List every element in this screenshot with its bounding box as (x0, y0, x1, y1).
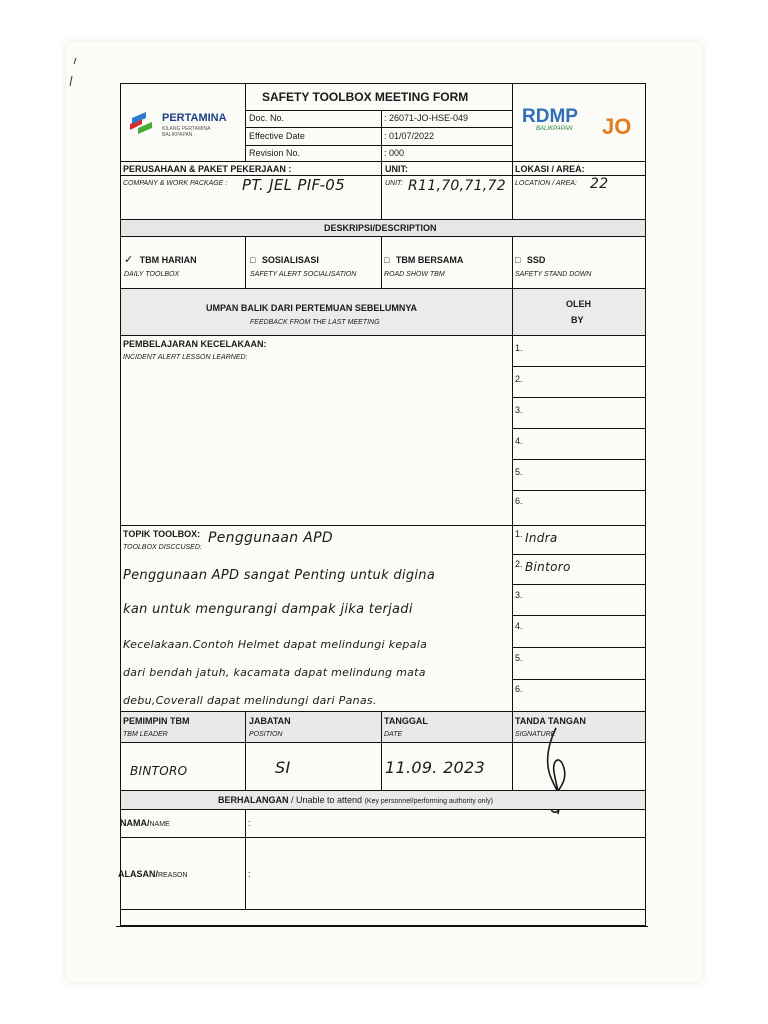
lesson-number: 1. (515, 343, 523, 353)
description-heading: DESKRIPSI/DESCRIPTION (324, 223, 437, 233)
checkbox-checked-icon[interactable]: ✓ (124, 254, 134, 266)
name-label-en: NAME (149, 821, 170, 828)
stray-pen-mark (66, 56, 80, 92)
by-label: OLEH (566, 299, 592, 309)
topic-line[interactable]: kan untuk mengurangi dampak jika terjadi (123, 602, 413, 617)
rdmp-logo-sub: BALIKPAPAN (536, 126, 573, 132)
participant-name[interactable]: Bintoro (525, 560, 571, 574)
lesson-number: 3. (515, 405, 523, 415)
reason-colon: : (248, 869, 251, 879)
lessons-label-en: INCIDENT ALERT LESSON LEARNED: (123, 354, 248, 361)
doc-no-value: : 26071-JO-HSE-049 (384, 113, 469, 123)
reason-input[interactable] (252, 842, 642, 904)
participant-number: 3. (515, 590, 523, 600)
rdmp-logo-jo: JO (602, 114, 632, 139)
name-label (120, 818, 170, 828)
option-label-en: ROAD SHOW TBM (384, 271, 445, 278)
rdmp-logo-main: RDMP (522, 106, 578, 127)
topic-line[interactable]: debu,Coverall dapat melindungi dari Panas. (123, 694, 377, 707)
leader-label-en: TBM LEADER (123, 731, 168, 738)
revision-value: : 000 (384, 148, 405, 158)
date-value[interactable]: 11.09. 2023 (385, 758, 485, 777)
lesson-number: 4. (515, 436, 523, 446)
checkbox-icon[interactable]: □ (515, 255, 521, 265)
company-sub-2: BALIKPAPAN (162, 132, 193, 138)
option-label-en: DAILY TOOLBOX (124, 271, 180, 278)
option-label: TBM BERSAMA (395, 255, 464, 265)
option-label: SOSIALISASI (261, 255, 319, 265)
absence-heading-bold: BERHALANGAN (218, 795, 289, 805)
lesson-number: 5. (515, 467, 523, 477)
location-value[interactable]: 22 (590, 176, 609, 192)
option-tbm-harian[interactable] (124, 250, 197, 278)
unit-label: UNIT: (385, 164, 408, 174)
topic-value[interactable]: Penggunaan APD (208, 530, 333, 546)
option-ssd[interactable] (515, 250, 591, 278)
position-value[interactable]: SI (275, 758, 291, 777)
topic-label: TOPIK TOOLBOX: (123, 529, 201, 539)
absence-heading (218, 795, 493, 805)
participant-number: 6. (515, 684, 523, 694)
date-label-en: DATE (384, 731, 403, 738)
option-label-en: SAFETY ALERT SOCIALISATION (250, 271, 357, 278)
reason-label-id: ALASAN/ (118, 869, 158, 879)
lesson-number: 2. (515, 374, 523, 384)
name-input[interactable] (252, 812, 642, 834)
company-sub-1: KILANG PERTAMINA (162, 126, 211, 132)
checkbox-icon[interactable]: □ (250, 255, 256, 265)
lesson-number: 6. (515, 496, 523, 506)
topic-line[interactable]: Penggunaan APD sangat Penting untuk digina (123, 568, 436, 583)
participant-name[interactable]: Indra (525, 531, 558, 545)
signature-label: TANDA TANGAN (515, 716, 586, 726)
participant-number: 1. (515, 529, 523, 539)
topic-line[interactable]: dari bendah jatuh, kacamata dapat melindung mata (123, 666, 426, 679)
absence-heading-note: (Key personnel/performing authority only) (364, 798, 493, 805)
name-label-id: NAMA/ (120, 818, 150, 828)
absence-heading-rest: / Unable to attend (288, 795, 365, 805)
company-label-en: COMPANY & WORK PACKAGE : (123, 180, 228, 187)
leader-value[interactable]: BINTORO (130, 764, 188, 778)
unit-value[interactable]: R11,70,71,72 (408, 178, 506, 194)
participant-number: 2. (515, 559, 523, 569)
signature-label-en: SIGNATURE (515, 731, 556, 738)
leader-label: PEMIMPIN TBM (123, 716, 190, 726)
effective-date-label: Effective Date (249, 131, 305, 141)
feedback-heading-en: FEEDBACK FROM THE LAST MEETING (250, 319, 380, 326)
checkbox-icon[interactable]: □ (384, 255, 390, 265)
company-name: PERTAMINA (162, 112, 227, 124)
option-sosialisasi[interactable] (250, 250, 356, 278)
participant-number: 5. (515, 653, 523, 663)
topic-line[interactable]: Kecelakaan.Contoh Helmet dapat melindungi kepala (123, 638, 428, 651)
lessons-label: PEMBELAJARAN KECELAKAAN: (123, 339, 267, 349)
option-label: TBM HARIAN (139, 255, 197, 265)
form-title: SAFETY TOOLBOX MEETING FORM (262, 90, 469, 104)
feedback-heading: UMPAN BALIK DARI PERTEMUAN SEBELUMNYA (206, 303, 418, 313)
by-label-en: BY (571, 315, 584, 325)
option-tbm-bersama[interactable] (384, 250, 463, 278)
location-label-en: LOCATION / AREA: (515, 180, 577, 187)
option-label: SSD (526, 255, 546, 265)
name-colon: : (248, 818, 251, 828)
position-label: JABATAN (249, 716, 291, 726)
topic-label-en: TOOLBOX DISCCUSED: (123, 544, 202, 551)
location-label: LOKASI / AREA: (515, 164, 585, 174)
reason-label (118, 869, 188, 879)
pertamina-logo-icon (128, 110, 156, 136)
option-label-en: SAFETY STAND DOWN (515, 271, 592, 278)
effective-date-value: : 01/07/2022 (384, 131, 435, 141)
participant-number: 4. (515, 621, 523, 631)
unit-label-en: UNIT: (385, 180, 403, 187)
reason-label-en: REASON (158, 872, 188, 879)
company-label: PERUSAHAAN & PAKET PEKERJAAN : (123, 164, 292, 174)
date-label: TANGGAL (384, 716, 428, 726)
position-label-en: POSITION (249, 731, 283, 738)
pertamina-logo (128, 108, 240, 148)
revision-label: Revision No. (249, 148, 301, 158)
doc-no-label: Doc. No. (249, 113, 285, 123)
rdmp-logo (520, 106, 640, 146)
company-value[interactable]: PT. JEL PIF-05 (242, 176, 345, 194)
